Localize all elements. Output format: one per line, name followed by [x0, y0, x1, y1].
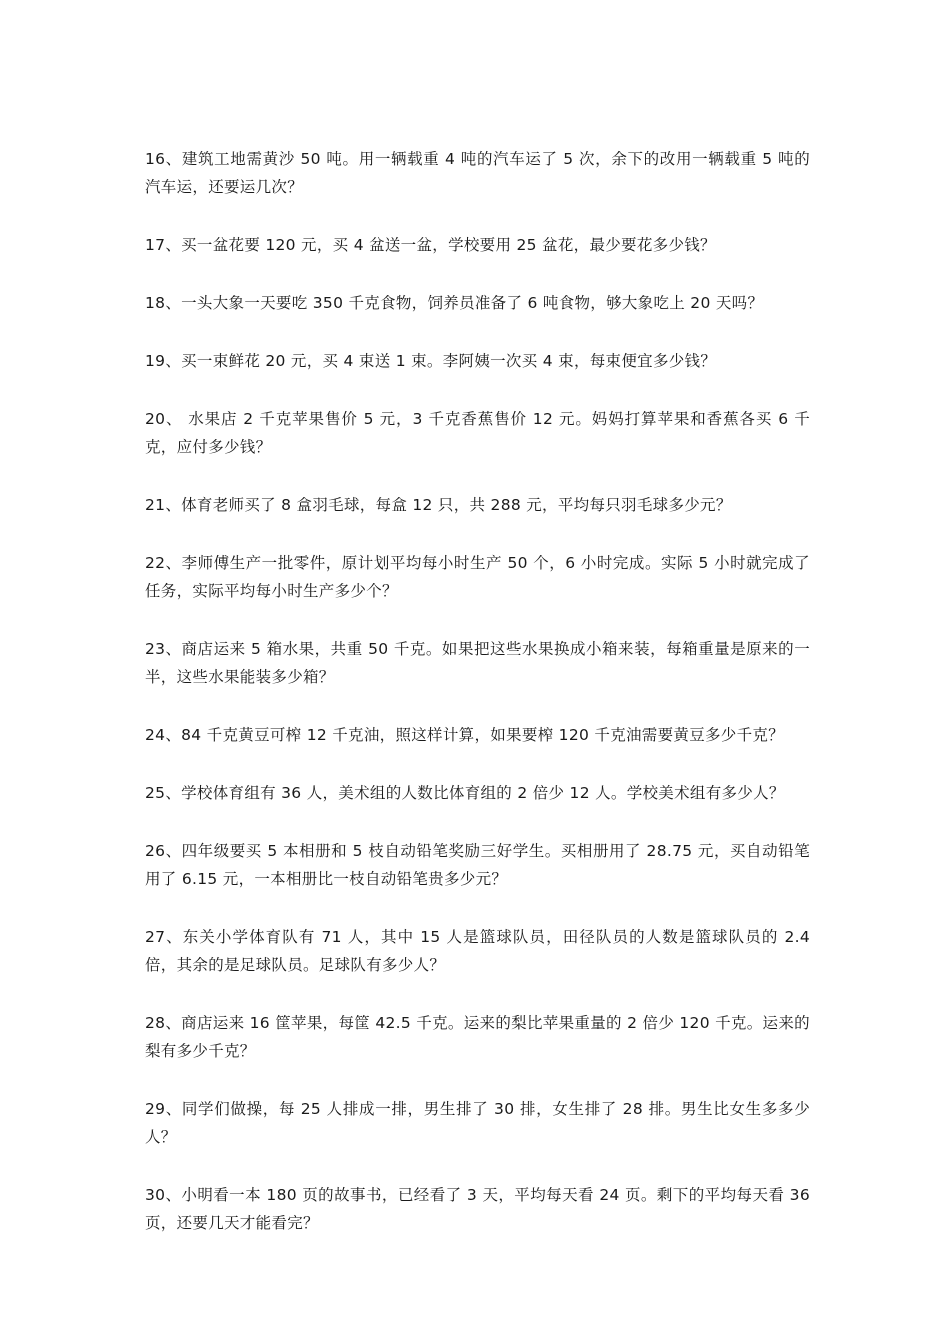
problem-28: 28、商店运来 16 筐苹果，每筐 42.5 千克。运来的梨比苹果重量的 2 倍少 120 千克。运来的梨有多少千克？: [145, 1014, 810, 1060]
problem-list: [145, 145, 810, 1267]
problem-29: 29、同学们做操，每 25 人排成一排，男生排了 30 排，女生排了 28 排。男生比女生多多少人？: [145, 1100, 810, 1146]
problem-17: 17、买一盆花要 120 元，买 4 盆送一盆，学校要用 25 盆花，最少要花多少钱？: [145, 236, 716, 254]
problem-20: 20、 水果店 2 千克苹果售价 5 元，3 千克香蕉售价 12 元。妈妈打算苹果和香蕉各买 6 千克，应付多少钱？: [145, 410, 810, 456]
problem-23: 23、商店运来 5 箱水果，共重 50 千克。如果把这些水果换成小箱来装，每箱重量是原来的一半，这些水果能装多少箱？: [145, 640, 810, 686]
problem-24: 24、84 千克黄豆可榨 12 千克油，照这样计算，如果要榨 120 千克油需要黄豆多少千克？: [145, 726, 784, 744]
problem-25: 25、学校体育组有 36 人，美术组的人数比体育组的 2 倍少 12 人。学校美术组有多少人？: [145, 784, 785, 802]
problem-21: 21、体育老师买了 8 盒羽毛球，每盒 12 只，共 288 元，平均每只羽毛球多少元？: [145, 496, 732, 514]
problem-30: 30、小明看一本 180 页的故事书，已经看了 3 天，平均每天看 24 页。剩下的平均每天看 36 页，还要几天才能看完？: [145, 1186, 810, 1232]
problem-22: 22、李师傅生产一批零件，原计划平均每小时生产 50 个，6 小时完成。实际 5 小时就完成了任务，实际平均每小时生产多少个？: [145, 554, 810, 600]
problem-27: 27、东关小学体育队有 71 人，其中 15 人是篮球队员，田径队员的人数是篮球队员的 2.4 倍，其余的是足球队员。足球队有多少人？: [145, 928, 810, 974]
problem-18: 18、一头大象一天要吃 350 千克食物，饲养员准备了 6 吨食物，够大象吃上 20 天吗？: [145, 294, 764, 312]
problem-26: 26、四年级要买 5 本相册和 5 枝自动铅笔奖励三好学生。买相册用了 28.75 元，买自动铅笔用了 6.15 元，一本相册比一枝自动铅笔贵多少元？: [145, 842, 810, 888]
problem-16: 16、建筑工地需黄沙 50 吨。用一辆载重 4 吨的汽车运了 5 次，余下的改用一辆载重 5 吨的汽车运，还要运几次？: [145, 150, 810, 196]
problem-19: 19、买一束鲜花 20 元，买 4 束送 1 束。李阿姨一次买 4 束，每束便宜多少钱？: [145, 352, 717, 370]
